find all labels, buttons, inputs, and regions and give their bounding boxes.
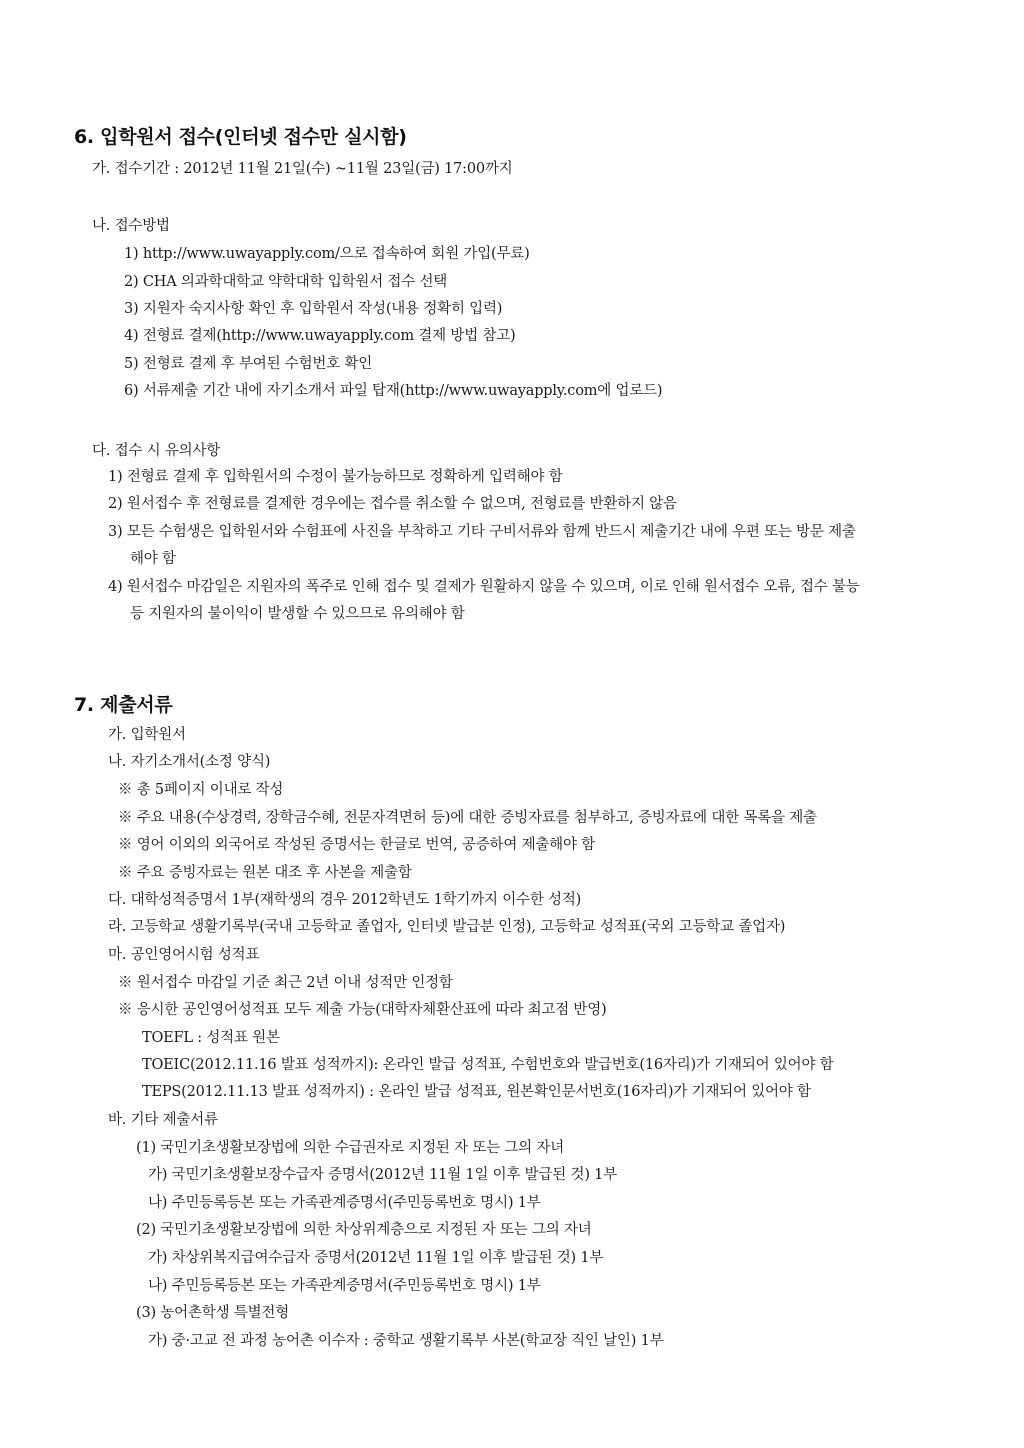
doc-item: 바. 기타 제출서류 [108,1112,218,1128]
note-item: 1) 전형료 결제 후 입학원서의 수정이 불가능하므로 정확하게 입력해야 함 [108,469,563,485]
section-6-period: 가. 접수기간 : 2012년 11월 21일(수) ~11월 23일(금) 17:00까지 [92,161,513,177]
doc-subitem: 가) 중·고교 전 과정 농어촌 이수자 : 중학교 생활기록부 사본(학교장 직인 날인) 1부 [148,1333,664,1349]
doc-item: 마. 공인영어시험 성적표 [108,947,260,963]
doc-subitem: 가) 국민기초생활보장수급자 증명서(2012년 11월 1일 이후 발급된 것) 1부 [148,1167,618,1183]
doc-note: ※ 영어 이외의 외국어로 작성된 증명서는 한글로 번역, 공증하여 제출해야 함 [118,837,596,853]
english-test-item: TOEFL : 성적표 원본 [142,1030,280,1046]
method-item: 6) 서류제출 기간 내에 자기소개서 파일 탑재(http://www.uwayapply.com에 업로드) [124,383,663,399]
doc-note: ※ 주요 내용(수상경력, 장학금수혜, 전문자격면허 등)에 대한 증빙자료를 첨부하고, 증빙자료에 대한 목록을 제출 [118,810,817,826]
note-item-continuation: 해야 함 [130,551,176,567]
note-item-continuation: 등 지원자의 불이익이 발생할 수 있으므로 유의해야 함 [130,606,465,622]
section-6-method-title: 나. 접수방법 [92,218,170,234]
doc-subsection: (1) 국민기초생활보장법에 의한 수급권자로 지정된 자 또는 그의 자녀 [136,1140,564,1156]
doc-item: 다. 대학성적증명서 1부(재학생의 경우 2012학년도 1학기까지 이수한 성적) [108,892,582,908]
doc-subitem: 가) 차상위복지급여수급자 증명서(2012년 11월 1일 이후 발급된 것) 1부 [148,1250,604,1266]
doc-item: 나. 자기소개서(소정 양식) [108,754,271,770]
doc-item: 가. 입학원서 [108,727,186,743]
doc-subsection: (3) 농어촌학생 특별전형 [136,1305,290,1321]
method-item: 4) 전형료 결제(http://www.uwayapply.com 결제 방법 참고) [124,328,516,344]
method-item: 5) 전형료 결제 후 부여된 수험번호 확인 [124,356,373,372]
doc-item: 라. 고등학교 생활기록부(국내 고등학교 졸업자, 인터넷 발급분 인정), 고등학교 성적표(국외 고등학교 졸업자) [108,919,786,935]
english-test-item: TOEIC(2012.11.16 발표 성적까지): 온라인 발급 성적표, 수험번호와 발급번호(16자리)가 기재되어 있어야 함 [142,1057,834,1073]
doc-subsection: (2) 국민기초생활보장법에 의한 차상위계층으로 지정된 자 또는 그의 자녀 [136,1222,592,1238]
method-item: 2) CHA 의과학대학교 약학대학 입학원서 접수 선택 [124,274,448,290]
doc-subitem: 나) 주민등록등본 또는 가족관계증명서(주민등록번호 명시) 1부 [148,1195,541,1211]
doc-note: ※ 응시한 공인영어성적표 모두 제출 가능(대학자체환산표에 따라 최고점 반영) [118,1002,607,1018]
doc-note: ※ 주요 증빙자료는 원본 대조 후 사본을 제출함 [118,865,412,881]
note-item: 2) 원서접수 후 전형료를 결제한 경우에는 접수를 취소할 수 없으며, 전형료를 반환하지 않음 [108,496,677,512]
doc-note: ※ 총 5페이지 이내로 작성 [118,782,284,798]
doc-subitem: 나) 주민등록등본 또는 가족관계증명서(주민등록번호 명시) 1부 [148,1278,541,1294]
method-item: 3) 지원자 숙지사항 확인 후 입학원서 작성(내용 정확히 입력) [124,301,503,317]
doc-note: ※ 원서접수 마감일 기준 최근 2년 이내 성적만 인정함 [118,975,453,991]
note-item: 3) 모든 수험생은 입학원서와 수험표에 사진을 부착하고 기타 구비서류와 함께 반드시 제출기간 내에 우편 또는 방문 제출 [108,524,856,540]
english-test-item: TEPS(2012.11.13 발표 성적까지) : 온라인 발급 성적표, 원본확인문서번호(16자리)가 기재되어 있어야 함 [142,1084,811,1100]
section-6-heading: 6. 입학원서 접수(인터넷 접수만 실시함) [74,126,407,148]
note-item: 4) 원서접수 마감일은 지원자의 폭주로 인해 접수 및 결제가 원활하지 않을 수 있으며, 이로 인해 원서접수 오류, 접수 불능 [108,579,860,595]
section-7-heading: 7. 제출서류 [74,694,173,716]
section-6-notes-title: 다. 접수 시 유의사항 [92,443,221,459]
method-item: 1) http://www.uwayapply.com/으로 접속하여 회원 가입(무료) [124,246,530,262]
